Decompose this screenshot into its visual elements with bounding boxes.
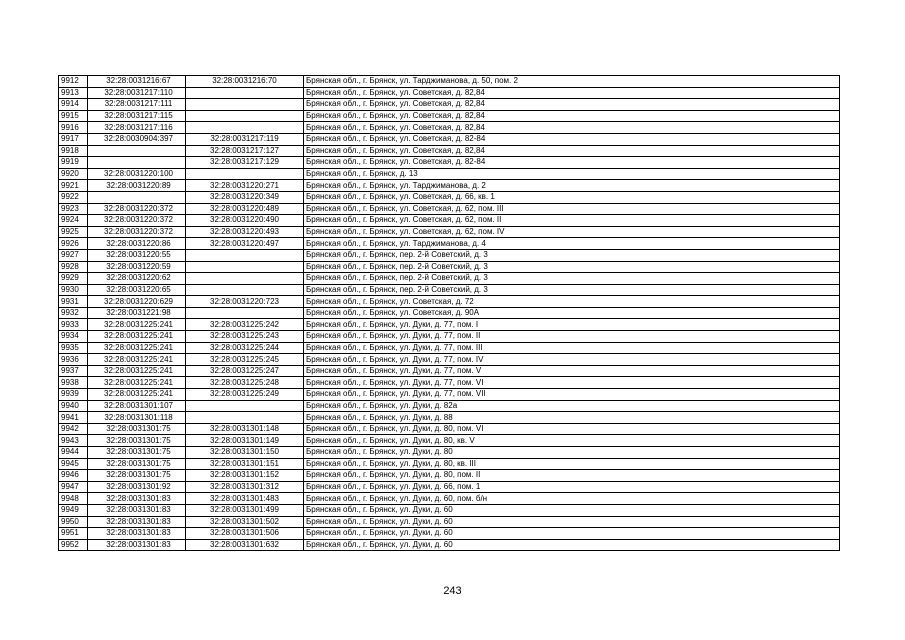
row-number-cell: 9936 <box>59 354 88 366</box>
cadastral-number-cell: 32:28:0031220:89 <box>88 180 186 192</box>
address-cell: Брянская обл., г. Брянск, ул. Дуки, д. 77, пом. IV <box>304 354 840 366</box>
table-row <box>59 504 840 516</box>
row-number-cell: 9920 <box>59 168 88 180</box>
table-row <box>59 423 840 435</box>
sub-cadastral-number-cell: 32:28:0031217:129 <box>186 157 304 169</box>
address-cell: Брянская обл., г. Брянск, ул. Советская, д. 66, кв. 1 <box>304 191 840 203</box>
cadastral-number-cell: 32:28:0031220:372 <box>88 203 186 215</box>
row-number-cell: 9925 <box>59 226 88 238</box>
row-number-cell: 9952 <box>59 539 88 551</box>
cadastral-number-cell: 32:28:0031220:55 <box>88 249 186 261</box>
row-number-cell: 9923 <box>59 203 88 215</box>
sub-cadastral-number-cell <box>186 249 304 261</box>
table-row <box>59 157 840 169</box>
row-number-cell: 9912 <box>59 76 88 88</box>
table-row <box>59 238 840 250</box>
table-row <box>59 215 840 227</box>
sub-cadastral-number-cell: 32:28:0031220:493 <box>186 226 304 238</box>
sub-cadastral-number-cell: 32:28:0031301:499 <box>186 504 304 516</box>
address-cell: Брянская обл., г. Брянск, пер. 2-й Советский, д. 3 <box>304 249 840 261</box>
sub-cadastral-number-cell: 32:28:0031220:489 <box>186 203 304 215</box>
row-number-cell: 9928 <box>59 261 88 273</box>
table-row <box>59 226 840 238</box>
address-cell: Брянская обл., г. Брянск, ул. Советская, д. 82-84 <box>304 133 840 145</box>
cadastral-number-cell: 32:28:0031225:241 <box>88 389 186 401</box>
sub-cadastral-number-cell <box>186 99 304 111</box>
sub-cadastral-number-cell: 32:28:0031301:312 <box>186 481 304 493</box>
address-cell: Брянская обл., г. Брянск, ул. Дуки, д. 60 <box>304 528 840 540</box>
address-cell: Брянская обл., г. Брянск, ул. Дуки, д. 66, пом. 1 <box>304 481 840 493</box>
cadastral-number-cell: 32:28:0031220:65 <box>88 284 186 296</box>
table-row <box>59 447 840 459</box>
table-row <box>59 180 840 192</box>
cadastral-number-cell: 32:28:0031301:107 <box>88 400 186 412</box>
sub-cadastral-number-cell <box>186 273 304 285</box>
address-cell: Брянская обл., г. Брянск, ул. Советская, д. 82-84 <box>304 157 840 169</box>
address-cell: Брянская обл., г. Брянск, ул. Дуки, д. 60, пом. б/н <box>304 493 840 505</box>
cadastral-number-cell: 32:28:0031301:83 <box>88 528 186 540</box>
table-row <box>59 412 840 424</box>
sub-cadastral-number-cell: 32:28:0031301:506 <box>186 528 304 540</box>
row-number-cell: 9944 <box>59 447 88 459</box>
cadastral-number-cell: 32:28:0031220:372 <box>88 215 186 227</box>
cadastral-number-cell: 32:28:0031217:115 <box>88 110 186 122</box>
sub-cadastral-number-cell <box>186 122 304 134</box>
table-row <box>59 342 840 354</box>
address-cell: Брянская обл., г. Брянск, ул. Советская, д. 82,84 <box>304 99 840 111</box>
row-number-cell: 9935 <box>59 342 88 354</box>
table-row <box>59 203 840 215</box>
row-number-cell: 9933 <box>59 319 88 331</box>
cadastral-number-cell: 32:28:0031220:59 <box>88 261 186 273</box>
table-row <box>59 76 840 88</box>
cadastral-number-cell: 32:28:0031220:629 <box>88 296 186 308</box>
address-cell: Брянская обл., г. Брянск, д. 13 <box>304 168 840 180</box>
cadastral-number-cell: 32:28:0031301:75 <box>88 470 186 482</box>
sub-cadastral-number-cell: 32:28:0031301:151 <box>186 458 304 470</box>
cadastral-number-cell: 32:28:0031301:83 <box>88 516 186 528</box>
sub-cadastral-number-cell: 32:28:0031225:242 <box>186 319 304 331</box>
sub-cadastral-number-cell: 32:28:0031220:490 <box>186 215 304 227</box>
cadastral-number-cell <box>88 145 186 157</box>
table-row <box>59 122 840 134</box>
table-row <box>59 481 840 493</box>
cadastral-number-cell <box>88 191 186 203</box>
table-row <box>59 110 840 122</box>
sub-cadastral-number-cell: 32:28:0031220:497 <box>186 238 304 250</box>
row-number-cell: 9926 <box>59 238 88 250</box>
table-row <box>59 331 840 343</box>
cadastral-number-cell: 32:28:0031220:372 <box>88 226 186 238</box>
table-row <box>59 191 840 203</box>
table-row <box>59 133 840 145</box>
address-cell: Брянская обл., г. Брянск, ул. Советская, д. 90А <box>304 307 840 319</box>
cadastral-number-cell: 32:28:0031221:98 <box>88 307 186 319</box>
row-number-cell: 9913 <box>59 87 88 99</box>
sub-cadastral-number-cell: 32:28:0031301:632 <box>186 539 304 551</box>
table-row <box>59 319 840 331</box>
table-row <box>59 249 840 261</box>
address-cell: Брянская обл., г. Брянск, ул. Советская, д. 72 <box>304 296 840 308</box>
row-number-cell: 9948 <box>59 493 88 505</box>
table-row <box>59 377 840 389</box>
sub-cadastral-number-cell: 32:28:0031225:249 <box>186 389 304 401</box>
row-number-cell: 9917 <box>59 133 88 145</box>
address-cell: Брянская обл., г. Брянск, ул. Тарджиманова, д. 2 <box>304 180 840 192</box>
table-row <box>59 470 840 482</box>
cadastral-number-cell: 32:28:0031225:241 <box>88 319 186 331</box>
address-cell: Брянская обл., г. Брянск, ул. Дуки, д. 77, пом. VII <box>304 389 840 401</box>
address-cell: Брянская обл., г. Брянск, ул. Дуки, д. 60 <box>304 539 840 551</box>
address-cell: Брянская обл., г. Брянск, ул. Советская, д. 62, пом. III <box>304 203 840 215</box>
cadastral-number-cell <box>88 157 186 169</box>
sub-cadastral-number-cell: 32:28:0031217:127 <box>186 145 304 157</box>
row-number-cell: 9916 <box>59 122 88 134</box>
address-cell: Брянская обл., г. Брянск, ул. Дуки, д. 77, пом. III <box>304 342 840 354</box>
row-number-cell: 9942 <box>59 423 88 435</box>
cadastral-number-cell: 32:28:0031225:241 <box>88 354 186 366</box>
sub-cadastral-number-cell: 32:28:0031225:247 <box>186 365 304 377</box>
address-cell: Брянская обл., г. Брянск, ул. Дуки, д. 77, пом. II <box>304 331 840 343</box>
address-cell: Брянская обл., г. Брянск, ул. Советская, д. 82,84 <box>304 122 840 134</box>
address-cell: Брянская обл., г. Брянск, ул. Дуки, д. 77, пом. VI <box>304 377 840 389</box>
records-table-body <box>59 76 840 551</box>
table-row <box>59 261 840 273</box>
cadastral-number-cell: 32:28:0031225:241 <box>88 331 186 343</box>
row-number-cell: 9946 <box>59 470 88 482</box>
cadastral-number-cell: 32:28:0031217:110 <box>88 87 186 99</box>
address-cell: Брянская обл., г. Брянск, ул. Дуки, д. 77, пом. V <box>304 365 840 377</box>
sub-cadastral-number-cell <box>186 400 304 412</box>
row-number-cell: 9938 <box>59 377 88 389</box>
row-number-cell: 9922 <box>59 191 88 203</box>
row-number-cell: 9937 <box>59 365 88 377</box>
sub-cadastral-number-cell: 32:28:0031301:148 <box>186 423 304 435</box>
cadastral-number-cell: 32:28:0031217:111 <box>88 99 186 111</box>
address-cell: Брянская обл., г. Брянск, ул. Дуки, д. 80, пом. VI <box>304 423 840 435</box>
table-row <box>59 435 840 447</box>
address-cell: Брянская обл., г. Брянск, пер. 2-й Советский, д. 3 <box>304 261 840 273</box>
table-row <box>59 284 840 296</box>
sub-cadastral-number-cell <box>186 87 304 99</box>
row-number-cell: 9940 <box>59 400 88 412</box>
sub-cadastral-number-cell <box>186 261 304 273</box>
row-number-cell: 9949 <box>59 504 88 516</box>
address-cell: Брянская обл., г. Брянск, ул. Дуки, д. 60 <box>304 516 840 528</box>
row-number-cell: 9914 <box>59 99 88 111</box>
address-cell: Брянская обл., г. Брянск, ул. Дуки, д. 80, кв. III <box>304 458 840 470</box>
table-row <box>59 400 840 412</box>
row-number-cell: 9921 <box>59 180 88 192</box>
address-cell: Брянская обл., г. Брянск, пер. 2-й Советский, д. 3 <box>304 284 840 296</box>
row-number-cell: 9943 <box>59 435 88 447</box>
cadastral-number-cell: 32:28:0031217:116 <box>88 122 186 134</box>
sub-cadastral-number-cell: 32:28:0031301:152 <box>186 470 304 482</box>
cadastral-number-cell: 32:28:0031220:62 <box>88 273 186 285</box>
sub-cadastral-number-cell <box>186 307 304 319</box>
sub-cadastral-number-cell: 32:28:0031220:349 <box>186 191 304 203</box>
sub-cadastral-number-cell: 32:28:0031301:149 <box>186 435 304 447</box>
row-number-cell: 9945 <box>59 458 88 470</box>
address-cell: Брянская обл., г. Брянск, ул. Советская, д. 82,84 <box>304 87 840 99</box>
sub-cadastral-number-cell <box>186 168 304 180</box>
cadastral-number-cell: 32:28:0031225:241 <box>88 342 186 354</box>
sub-cadastral-number-cell: 32:28:0031217:119 <box>186 133 304 145</box>
sub-cadastral-number-cell <box>186 412 304 424</box>
records-table <box>58 75 840 551</box>
cadastral-number-cell: 32:28:0030904:397 <box>88 133 186 145</box>
address-cell: Брянская обл., г. Брянск, ул. Дуки, д. 80, кв. V <box>304 435 840 447</box>
address-cell: Брянская обл., г. Брянск, ул. Тарджиманова, д. 50, пом. 2 <box>304 76 840 88</box>
sub-cadastral-number-cell: 32:28:0031225:245 <box>186 354 304 366</box>
row-number-cell: 9939 <box>59 389 88 401</box>
table-row <box>59 354 840 366</box>
table-row <box>59 87 840 99</box>
address-cell: Брянская обл., г. Брянск, ул. Дуки, д. 80 <box>304 447 840 459</box>
address-cell: Брянская обл., г. Брянск, ул. Советская, д. 62, пом. IV <box>304 226 840 238</box>
address-cell: Брянская обл., г. Брянск, ул. Тарджиманова, д. 4 <box>304 238 840 250</box>
table-row <box>59 493 840 505</box>
address-cell: Брянская обл., г. Брянск, пер. 2-й Советский, д. 3 <box>304 273 840 285</box>
sub-cadastral-number-cell: 32:28:0031301:502 <box>186 516 304 528</box>
table-row <box>59 99 840 111</box>
sub-cadastral-number-cell <box>186 284 304 296</box>
address-cell: Брянская обл., г. Брянск, ул. Дуки, д. 80, пом. II <box>304 470 840 482</box>
table-row <box>59 307 840 319</box>
table-row <box>59 168 840 180</box>
address-cell: Брянская обл., г. Брянск, ул. Дуки, д. 77, пом. I <box>304 319 840 331</box>
row-number-cell: 9932 <box>59 307 88 319</box>
cadastral-number-cell: 32:28:0031301:75 <box>88 435 186 447</box>
table-row <box>59 458 840 470</box>
address-cell: Брянская обл., г. Брянск, ул. Советская, д. 82,84 <box>304 110 840 122</box>
cadastral-number-cell: 32:28:0031225:241 <box>88 377 186 389</box>
address-cell: Брянская обл., г. Брянск, ул. Дуки, д. 88 <box>304 412 840 424</box>
page-number: 243 <box>443 585 462 597</box>
table-row <box>59 528 840 540</box>
cadastral-number-cell: 32:28:0031301:75 <box>88 423 186 435</box>
cadastral-number-cell: 32:28:0031301:83 <box>88 493 186 505</box>
table-row <box>59 389 840 401</box>
row-number-cell: 9929 <box>59 273 88 285</box>
sub-cadastral-number-cell: 32:28:0031216:70 <box>186 76 304 88</box>
row-number-cell: 9924 <box>59 215 88 227</box>
address-cell: Брянская обл., г. Брянск, ул. Дуки, д. 82а <box>304 400 840 412</box>
cadastral-number-cell: 32:28:0031301:83 <box>88 504 186 516</box>
cadastral-number-cell: 32:28:0031301:75 <box>88 447 186 459</box>
sub-cadastral-number-cell <box>186 110 304 122</box>
cadastral-number-cell: 32:28:0031225:241 <box>88 365 186 377</box>
sub-cadastral-number-cell: 32:28:0031220:271 <box>186 180 304 192</box>
sub-cadastral-number-cell: 32:28:0031225:243 <box>186 331 304 343</box>
table-row <box>59 365 840 377</box>
cadastral-number-cell: 32:28:0031301:118 <box>88 412 186 424</box>
row-number-cell: 9947 <box>59 481 88 493</box>
sub-cadastral-number-cell: 32:28:0031301:150 <box>186 447 304 459</box>
sub-cadastral-number-cell: 32:28:0031225:244 <box>186 342 304 354</box>
row-number-cell: 9941 <box>59 412 88 424</box>
address-cell: Брянская обл., г. Брянск, ул. Советская, д. 62, пом. II <box>304 215 840 227</box>
cadastral-number-cell: 32:28:0031301:75 <box>88 458 186 470</box>
cadastral-number-cell: 32:28:0031220:100 <box>88 168 186 180</box>
row-number-cell: 9919 <box>59 157 88 169</box>
table-row <box>59 273 840 285</box>
row-number-cell: 9930 <box>59 284 88 296</box>
address-cell: Брянская обл., г. Брянск, ул. Советская, д. 82,84 <box>304 145 840 157</box>
table-row <box>59 145 840 157</box>
row-number-cell: 9931 <box>59 296 88 308</box>
address-cell: Брянская обл., г. Брянск, ул. Дуки, д. 60 <box>304 504 840 516</box>
sub-cadastral-number-cell: 32:28:0031225:248 <box>186 377 304 389</box>
row-number-cell: 9950 <box>59 516 88 528</box>
cadastral-number-cell: 32:28:0031301:83 <box>88 539 186 551</box>
row-number-cell: 9927 <box>59 249 88 261</box>
row-number-cell: 9951 <box>59 528 88 540</box>
cadastral-number-cell: 32:28:0031301:92 <box>88 481 186 493</box>
row-number-cell: 9915 <box>59 110 88 122</box>
row-number-cell: 9918 <box>59 145 88 157</box>
cadastral-number-cell: 32:28:0031216:67 <box>88 76 186 88</box>
table-row <box>59 516 840 528</box>
cadastral-number-cell: 32:28:0031220:86 <box>88 238 186 250</box>
table-row <box>59 296 840 308</box>
row-number-cell: 9934 <box>59 331 88 343</box>
sub-cadastral-number-cell: 32:28:0031301:483 <box>186 493 304 505</box>
table-row <box>59 539 840 551</box>
sub-cadastral-number-cell: 32:28:0031220:723 <box>186 296 304 308</box>
